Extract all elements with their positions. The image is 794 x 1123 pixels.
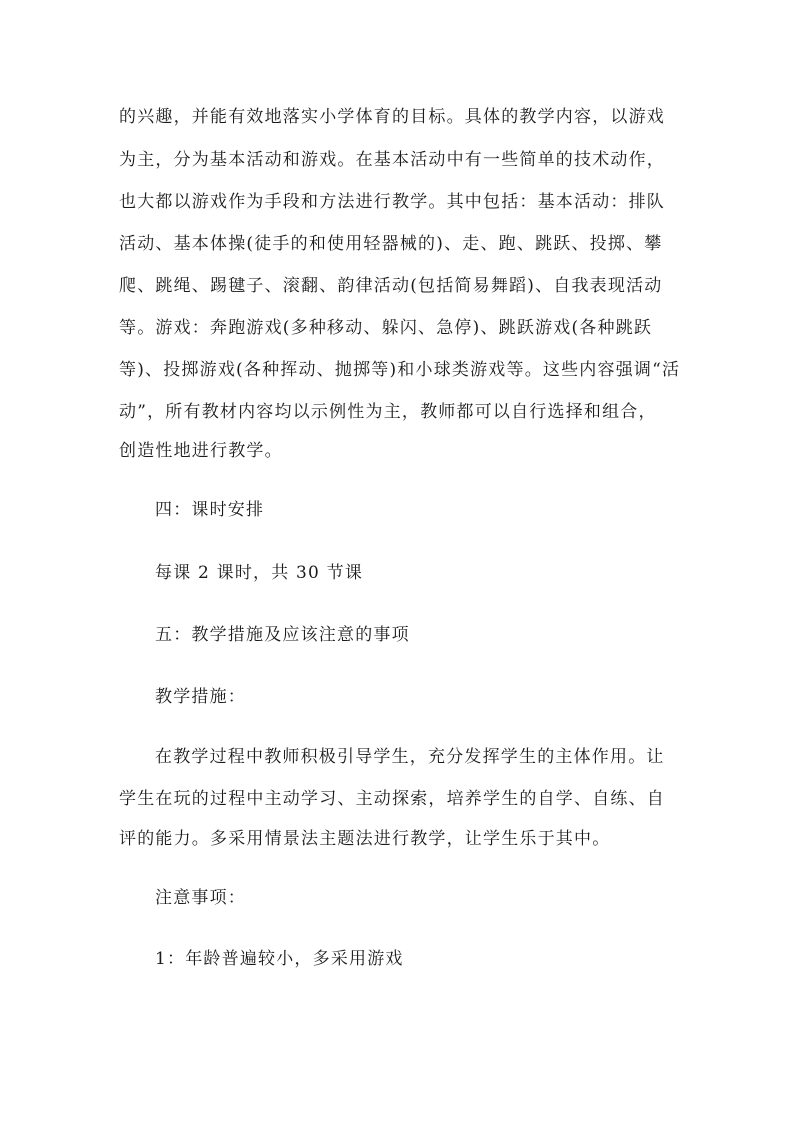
paragraph-line: 的兴趣，并能有效地落实小学体育的目标。具体的教学内容，以游戏 <box>119 107 665 127</box>
section-heading: 四：课时安排 <box>155 500 265 520</box>
measures-label: 教学措施： <box>155 687 246 707</box>
lesson-arrangement: 每课 2 课时，共 30 节课 <box>155 563 364 583</box>
paragraph-line: 在教学过程中教师积极引导学生，充分发挥学生的主体作用。让 <box>155 747 665 767</box>
paragraph-line: 动”，所有教材内容均以示例性为主，教师都可以自行选择和组合， <box>119 402 657 422</box>
paragraph-line: 等)、投掷游戏(各种挥动、抛掷等)和小球类游戏等。这些内容强调“活 <box>119 360 681 380</box>
paragraph-line: 活动、基本体操(徒手的和使用轻器械的)、走、跑、跳跃、投掷、攀 <box>119 234 663 254</box>
paragraph-line: 为主，分为基本活动和游戏。在基本活动中有一些简单的技术动作， <box>119 150 665 170</box>
note-item: 1：年龄普遍较小，多采用游戏 <box>155 949 404 969</box>
paragraph-line: 评的能力。多采用情景法主题法进行教学，让学生乐于其中。 <box>119 829 611 849</box>
notes-label: 注意事项： <box>155 888 246 908</box>
paragraph-line: 创造性地进行教学。 <box>119 441 283 461</box>
paragraph-line: 等。游戏：奔跑游戏(多种移动、躲闪、急停)、跳跃游戏(各种跳跃 <box>119 318 653 338</box>
paragraph-line: 也大都以游戏作为手段和方法进行教学。其中包括：基本活动：排队 <box>119 192 665 212</box>
paragraph-line: 爬、跳绳、踢毽子、滚翻、韵律活动(包括简易舞蹈)、自我表现活动 <box>119 276 663 296</box>
paragraph-line: 学生在玩的过程中主动学习、主动探索，培养学生的自学、自练、自 <box>119 789 665 809</box>
section-heading: 五：教学措施及应该注意的事项 <box>155 625 410 645</box>
